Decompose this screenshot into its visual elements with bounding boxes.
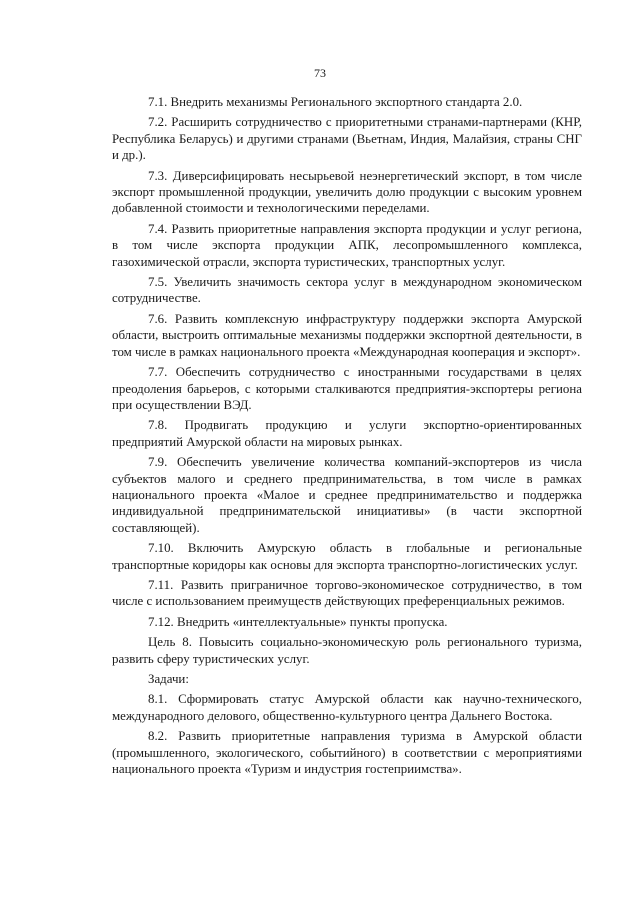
paragraph-7-2: 7.2. Расширить сотрудничество с приоритетными странами-партнерами (КНР, Республика Беларусь) и другими странами (Вьетнам, Индия, Малайзия, страны СНГ и др.). <box>112 115 582 163</box>
goal-8-heading: Цель 8. Повысить социально-экономическую роль регионального туризма, развить сферу туристических услуг. <box>112 635 582 666</box>
document-body <box>112 94 582 781</box>
paragraph-7-6: 7.6. Развить комплексную инфраструктуру поддержки экспорта Амурской области, выстроить оптимальные механизмы поддержки экспортной деятельности, в том числе в рамках национального проекта «Международная кооперация и экспорт». <box>112 311 582 359</box>
paragraph-7-7: 7.7. Обеспечить сотрудничество с иностранными государствами в целях преодоления барьеров, с которыми сталкиваются предприятия-экспортеры региона при осуществлении ВЭД. <box>112 365 582 412</box>
paragraph-7-1: 7.1. Внедрить механизмы Регионального экспортного стандарта 2.0. <box>148 95 523 109</box>
paragraph-7-8: 7.8. Продвигать продукцию и услуги экспортно-ориентированных предприятий Амурской области на мировых рынках. <box>112 418 582 449</box>
page-number: 73 <box>314 66 326 80</box>
paragraph-7-11: 7.11. Развить приграничное торгово-экономическое сотрудничество, в том числе с использованием преимуществ действующих преференциальных режимов. <box>112 577 582 609</box>
paragraph-7-12: 7.12. Внедрить «интеллектуальные» пункты пропуска. <box>148 614 448 629</box>
paragraph-7-4: 7.4. Развить приоритетные направления экспорта продукции и услуг региона, в том числе экспорта продукции АПК, лесопромышленного комплекса, газохимической отрасли, экспорта туристических, транспортных услуг. <box>112 221 582 269</box>
paragraph-8-2: 8.2. Развить приоритетные направления туризма в Амурской области (промышленного, экологического, событийного) в соответствии с мероприятиями национального проекта «Туризм и индустрия гостеприимства». <box>112 729 582 777</box>
paragraph-7-3: 7.3. Диверсифицировать несырьевой неэнергетический экспорт, в том числе экспорт промышленной продукции, увеличить долю продукции с высоким уровнем добавленной стоимости и технологическими переделами. <box>112 168 582 216</box>
paragraph-8-1: 8.1. Сформировать статус Амурской области как научно-технического, международного делового, общественно-культурного центра Дальнего Востока. <box>112 692 582 723</box>
paragraph-7-5: 7.5. Увеличить значимость сектора услуг в международном экономическом сотрудничестве. <box>112 275 582 306</box>
paragraph-7-9: 7.9. Обеспечить увеличение количества компаний-экспортеров из числа субъектов малого и среднего предпринимательства, в том числе в рамках национального проекта «Малое и среднее предпринимательство и поддержка индивидуальной предпринимательской инициативы» (в части экспортной составляющей). <box>112 455 582 535</box>
tasks-heading: Задачи: <box>148 672 189 686</box>
paragraph-7-10: 7.10. Включить Амурскую область в глобальные и региональные транспортные коридоры как основы для экспорта транспортно-логистических услуг. <box>112 541 582 572</box>
